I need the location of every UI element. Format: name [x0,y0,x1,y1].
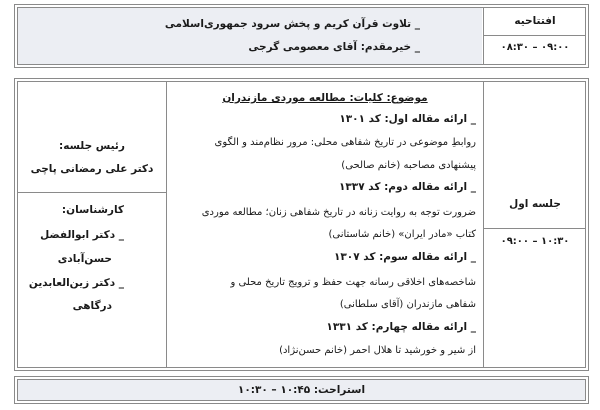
paper3-line-2: شفاهی مازندران (آقای سلطانی) [339,299,476,310]
paper1-line-2: پیشنهادی مصاحبه (خانم صالحی) [341,160,476,171]
paper4-line-1: از شیر و خورشید تا هلال احمر (خانم حسن‌نژاد) [279,345,476,356]
paper4-heading: _ ارائه مقاله چهارم: کد ۱۳۳۱ [326,321,476,333]
opening-item-welcome: _ خیرمقدم: آقای معصومی گرجی [248,41,420,53]
session1-title-divider [484,228,586,229]
chair-name: دکتر علی رمضانی پاچی [30,163,154,175]
expert-2-line-2: درگاهی [72,300,112,312]
session1-time: ۱۰:۳۰ – ۰۹:۰۰ [500,236,570,247]
session1-chair-divider [18,192,166,193]
session1-divider-left [166,81,167,368]
paper3-heading: _ ارائه مقاله سوم: کد ۱۳۰۷ [333,251,476,263]
opening-time: ۰۹:۰۰ – ۰۸:۳۰ [500,42,570,53]
opening-title-divider [484,35,586,36]
session1-topic: موضوع: کلیات: مطالعه موردی مازندران [222,92,428,104]
chair-label: رئیس جلسه: [59,140,125,152]
opening-item-quran: _ تلاوت قرآن کریم و پخش سرود جمهوری‌اسلامی [164,18,420,30]
paper3-line-1: شاخصه‌های اخلاقی رسانه جهت حفظ و ترویج تاریخ محلی و [230,277,476,288]
experts-label: کارشناسان: [61,204,124,216]
session1-title: جلسه اول [509,198,561,210]
paper2-heading: _ ارائه مقاله دوم: کد ۱۳۳۷ [338,181,476,193]
paper2-line-2: کتاب «مادر ایران» (خانم شاستانی) [328,229,476,240]
opening-column-divider [483,7,484,65]
session1-table-inner [17,81,586,368]
paper2-line-1: ضرورت توجه به روایت زنانه در تاریخ شفاهی زنان؛ مطالعه موردی [201,207,476,218]
expert-2-line-1: _ دکتر زین‌العابدین [28,277,124,289]
paper1-heading: _ ارائه مقاله اول: کد ۱۳۰۱ [339,113,476,125]
expert-1-line-1: _ دکتر ابوالفضل [40,229,124,241]
opening-title: افتتاحیه [514,15,556,27]
session1-divider-right [483,81,484,368]
break-text: استراحت: ۱۰:۴۵ – ۱۰:۳۰ [237,384,366,396]
expert-1-line-2: حسن‌آبادی [57,253,112,265]
paper1-line-1: روابطِ موضوعی در تاریخ شفاهی محلی: مرور نظام‌مند و الگوی [214,137,476,148]
